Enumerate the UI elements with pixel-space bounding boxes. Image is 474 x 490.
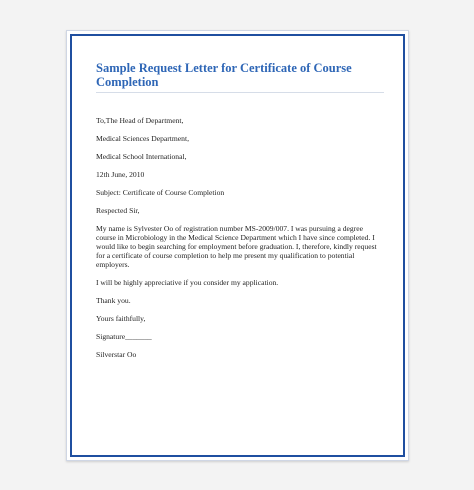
body-paragraph-2: I will be highly appreciative if you consider my application. (96, 278, 279, 287)
letter-page (66, 30, 409, 461)
sender-name: Silverstar Oo (96, 350, 137, 359)
recipient-line-3: Medical School International, (96, 152, 187, 161)
letter-title: Sample Request Letter for Certificate of Course Completion (96, 61, 384, 93)
body-paragraph-1: My name is Sylvester Oo of registration number MS-2009/007. I was pursuing a degree course in Microbiology in the Medical Science Department which I have since completed. I would like to begin searching for employment before graduation. I, therefore, kindly request for a certificate of course completion to help me present my qualification to potential employers. (96, 224, 377, 269)
closing-line: Yours faithfully, (96, 314, 146, 323)
recipient-line-2: Medical Sciences Department, (96, 134, 189, 143)
letter-date: 12th June, 2010 (96, 170, 145, 179)
letter-subject: Subject: Certificate of Course Completion (96, 188, 225, 197)
letter-content (96, 61, 384, 359)
letter-body (96, 116, 384, 359)
recipient-line-1: To,The Head of Department, (96, 116, 184, 125)
signature-line: Signature_______ (96, 332, 152, 341)
salutation: Respected Sir, (96, 206, 140, 215)
thanks-line: Thank you. (96, 296, 131, 305)
